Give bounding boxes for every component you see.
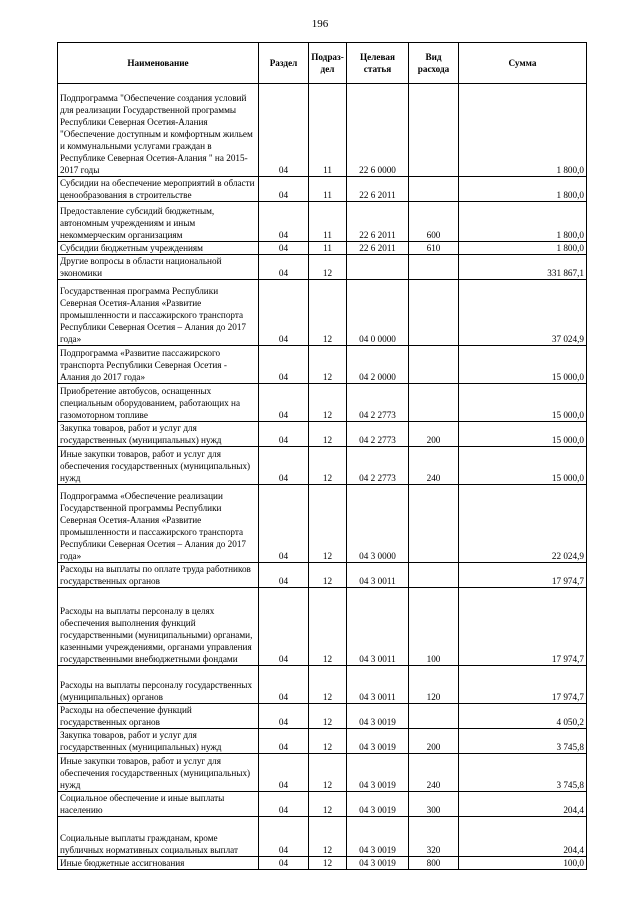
cell-amount: 1 800,0: [459, 242, 587, 255]
cell-article: 04 3 0011: [347, 588, 409, 666]
table-row: [58, 177, 587, 202]
cell-name: Иные бюджетные ассигнования: [58, 857, 259, 870]
cell-section: 04: [259, 384, 309, 422]
cell-section: 04: [259, 666, 309, 704]
cell-article: 04 3 0019: [347, 729, 409, 754]
table-row: [58, 588, 587, 666]
cell-name: Расходы на выплаты персоналу государственных (муниципальных) органов: [58, 666, 259, 704]
cell-article: 04 3 0019: [347, 857, 409, 870]
cell-subsection: 12: [309, 792, 347, 817]
table-row: [58, 202, 587, 242]
cell-name: Другие вопросы в области национальной экономики: [58, 255, 259, 280]
cell-amount: 17 974,7: [459, 666, 587, 704]
table-row: [58, 817, 587, 857]
cell-article: 04 3 0019: [347, 792, 409, 817]
cell-name: Расходы на выплаты персоналу в целях обеспечения выполнения функций государственными (муниципальными) органами, казенными учреждениями, органами управления государственными внебюджетными фондами: [58, 588, 259, 666]
cell-amount: 15 000,0: [459, 346, 587, 384]
cell-name: Предоставление субсидий бюджетным, автономным учреждениям и иным некоммерческим организациям: [58, 202, 259, 242]
header-section: Раздел: [259, 43, 309, 84]
cell-amount: 1 800,0: [459, 202, 587, 242]
cell-type: [409, 485, 459, 563]
cell-article: 04 0 0000: [347, 280, 409, 346]
table-row: [58, 666, 587, 704]
cell-article: 04 3 0019: [347, 817, 409, 857]
cell-amount: 3 745,8: [459, 754, 587, 792]
budget-table: [57, 42, 587, 870]
table-header-row: [58, 43, 587, 84]
cell-subsection: 12: [309, 817, 347, 857]
cell-section: 04: [259, 563, 309, 588]
table-body: [58, 84, 587, 870]
cell-amount: 1 800,0: [459, 177, 587, 202]
cell-subsection: 11: [309, 84, 347, 177]
cell-amount: 22 024,9: [459, 485, 587, 563]
header-subsection: Подраз-дел: [309, 43, 347, 84]
cell-article: [347, 255, 409, 280]
cell-amount: 100,0: [459, 857, 587, 870]
cell-type: 100: [409, 588, 459, 666]
cell-name: Субсидии на обеспечение мероприятий в области ценообразования в строительстве: [58, 177, 259, 202]
cell-type: [409, 704, 459, 729]
cell-subsection: 12: [309, 563, 347, 588]
cell-type: 240: [409, 447, 459, 485]
cell-amount: 1 800,0: [459, 84, 587, 177]
cell-article: 22 6 2011: [347, 242, 409, 255]
cell-amount: 37 024,9: [459, 280, 587, 346]
cell-section: 04: [259, 346, 309, 384]
cell-type: [409, 255, 459, 280]
cell-section: 04: [259, 242, 309, 255]
cell-name: Подпрограмма «Развитие пассажирского транспорта Республики Северная Осетия - Алания до 2017 года»: [58, 346, 259, 384]
cell-article: 04 2 2773: [347, 422, 409, 447]
cell-type: 300: [409, 792, 459, 817]
cell-type: 600: [409, 202, 459, 242]
header-expense-type: Вид расхода: [409, 43, 459, 84]
page-number: 196: [311, 18, 329, 30]
cell-type: [409, 84, 459, 177]
cell-name: Субсидии бюджетным учреждениям: [58, 242, 259, 255]
table-row: [58, 754, 587, 792]
cell-amount: 3 745,8: [459, 729, 587, 754]
table-row: [58, 857, 587, 870]
table-row: [58, 346, 587, 384]
cell-amount: 17 974,7: [459, 588, 587, 666]
cell-article: 04 3 0000: [347, 485, 409, 563]
cell-type: [409, 346, 459, 384]
table-row: [58, 384, 587, 422]
table-row: [58, 792, 587, 817]
cell-type: 200: [409, 729, 459, 754]
cell-section: 04: [259, 447, 309, 485]
cell-section: 04: [259, 177, 309, 202]
cell-amount: 15 000,0: [459, 447, 587, 485]
cell-name: Социальное обеспечение и иные выплаты населению: [58, 792, 259, 817]
cell-subsection: 12: [309, 384, 347, 422]
cell-article: 04 2 2773: [347, 447, 409, 485]
cell-name: Иные закупки товаров, работ и услуг для обеспечения государственных (муниципальных) нужд: [58, 754, 259, 792]
cell-subsection: 11: [309, 202, 347, 242]
cell-name: Государственная программа Республики Северная Осетия-Алания «Развитие промышленности и пассажирского транспорта Республики Северная Осетия – Алания до 2017 года»: [58, 280, 259, 346]
table-row: [58, 84, 587, 177]
cell-type: 800: [409, 857, 459, 870]
cell-subsection: 12: [309, 729, 347, 754]
cell-name: Закупка товаров, работ и услуг для государственных (муниципальных) нужд: [58, 422, 259, 447]
table-row: [58, 485, 587, 563]
cell-name: Социальные выплаты гражданам, кроме публичных нормативных социальных выплат: [58, 817, 259, 857]
header-name: Наименование: [58, 43, 259, 84]
cell-amount: 204,4: [459, 817, 587, 857]
cell-type: [409, 384, 459, 422]
table-row: [58, 704, 587, 729]
cell-name: Расходы на обеспечение функций государственных органов: [58, 704, 259, 729]
cell-amount: 331 867,1: [459, 255, 587, 280]
cell-section: 04: [259, 857, 309, 870]
cell-amount: 15 000,0: [459, 384, 587, 422]
cell-subsection: 12: [309, 588, 347, 666]
cell-subsection: 12: [309, 754, 347, 792]
cell-name: Расходы на выплаты по оплате труда работников государственных органов: [58, 563, 259, 588]
cell-section: 04: [259, 280, 309, 346]
cell-section: 04: [259, 704, 309, 729]
cell-article: 04 3 0011: [347, 563, 409, 588]
cell-article: 04 2 0000: [347, 346, 409, 384]
header-article: Целевая статья: [347, 43, 409, 84]
table-row: [58, 563, 587, 588]
cell-subsection: 12: [309, 255, 347, 280]
cell-section: 04: [259, 792, 309, 817]
cell-type: 240: [409, 754, 459, 792]
cell-name: Подпрограмма «Обеспечение реализации Государственной программы Республики Северная Осетия-Алания «Развитие промышленности и пассажирского транспорта Республики Северная Осетия – Алания до 2017 года»: [58, 485, 259, 563]
cell-subsection: 12: [309, 666, 347, 704]
cell-name: Иные закупки товаров, работ и услуг для обеспечения государственных (муниципальных) нужд: [58, 447, 259, 485]
table-row: [58, 280, 587, 346]
cell-article: 04 3 0011: [347, 666, 409, 704]
cell-article: 04 3 0019: [347, 754, 409, 792]
cell-section: 04: [259, 84, 309, 177]
table-row: [58, 729, 587, 754]
table-row: [58, 422, 587, 447]
table-row: [58, 447, 587, 485]
table-row: [58, 255, 587, 280]
cell-section: 04: [259, 729, 309, 754]
cell-name: Приобретение автобусов, оснащенных специальным оборудованием, работающих на газомоторном топливе: [58, 384, 259, 422]
cell-subsection: 12: [309, 280, 347, 346]
cell-section: 04: [259, 754, 309, 792]
cell-section: 04: [259, 817, 309, 857]
cell-amount: 204,4: [459, 792, 587, 817]
cell-subsection: 11: [309, 242, 347, 255]
cell-type: [409, 563, 459, 588]
cell-section: 04: [259, 202, 309, 242]
cell-subsection: 12: [309, 422, 347, 447]
cell-subsection: 12: [309, 704, 347, 729]
cell-type: 120: [409, 666, 459, 704]
cell-article: 22 6 2011: [347, 177, 409, 202]
cell-subsection: 12: [309, 857, 347, 870]
cell-section: 04: [259, 485, 309, 563]
cell-type: 610: [409, 242, 459, 255]
cell-article: 22 6 2011: [347, 202, 409, 242]
cell-subsection: 12: [309, 447, 347, 485]
cell-subsection: 11: [309, 177, 347, 202]
cell-section: 04: [259, 255, 309, 280]
cell-name: Закупка товаров, работ и услуг для государственных (муниципальных) нужд: [58, 729, 259, 754]
cell-article: 04 3 0019: [347, 704, 409, 729]
cell-type: [409, 177, 459, 202]
cell-subsection: 12: [309, 346, 347, 384]
cell-subsection: 12: [309, 485, 347, 563]
cell-section: 04: [259, 588, 309, 666]
cell-article: 22 6 0000: [347, 84, 409, 177]
cell-section: 04: [259, 422, 309, 447]
header-amount: Сумма: [459, 43, 587, 84]
cell-amount: 15 000,0: [459, 422, 587, 447]
cell-amount: 17 974,7: [459, 563, 587, 588]
cell-name: Подпрограмма "Обеспечение создания условий для реализации Государственной программы Республики Северная Осетия-Алания "Обеспечение доступным и комфортным жильем и коммунальными услугами граждан в Республике Северная Осетия-Алания " на 2015-2017 годы: [58, 84, 259, 177]
cell-type: [409, 280, 459, 346]
cell-article: 04 2 2773: [347, 384, 409, 422]
cell-type: 200: [409, 422, 459, 447]
cell-type: 320: [409, 817, 459, 857]
table-row: [58, 242, 587, 255]
cell-amount: 4 050,2: [459, 704, 587, 729]
